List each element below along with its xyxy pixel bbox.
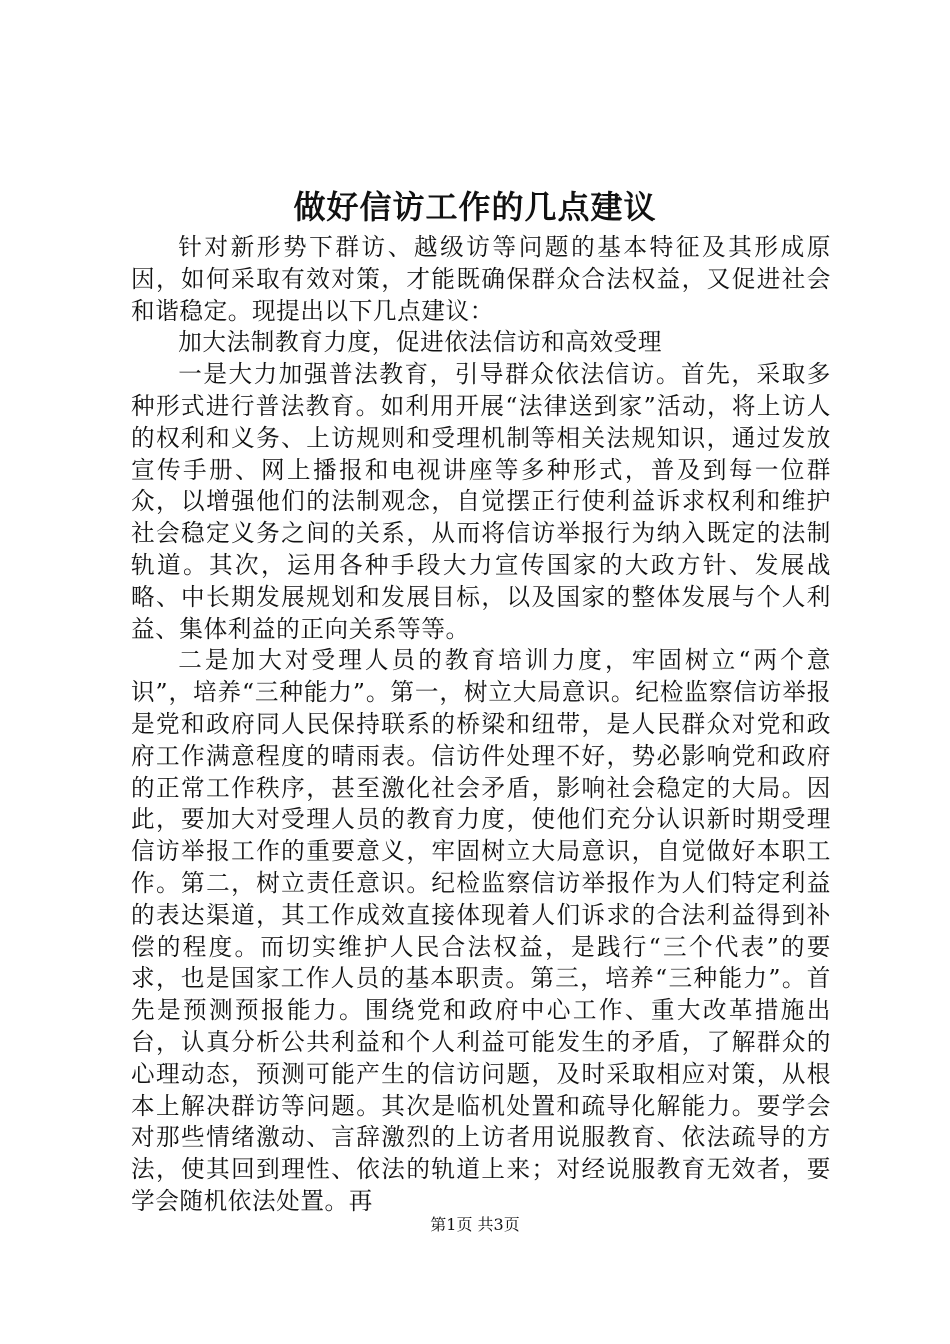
paragraph-second-point: 二是加大对受理人员的教育培训力度，牢固树立“两个意识”，培养“三种能力”。第一，树立大局意识。纪检监察信访举报是党和政府同人民保持联系的桥梁和纽带，是人民群众对党和政府工作满意程度的晴雨表。信访件处理不好，势必影响党和政府的正常工作秩序，甚至激化社会矛盾，影响社会稳定的大局。因此，要加大对受理人员的教育力度，使他们充分认识新时期受理信访举报工作的重要意义，牢固树立大局意识，自觉做好本职工作。第二，树立责任意识。纪检监察信访举报作为人们特定利益的表达渠道，其工作成效直接体现着人们诉求的合法利益得到补偿的程度。而切实维护人民合法权益，是践行“三个代表”的要求，也是国家工作人员的基本职责。第三，培养“三种能力”。首先是预测预报能力。围绕党和政府中心工作、重大改革措施出台，认真分析公共利益和个人利益可能发生的矛盾，了解群众的心理动态，预测可能产生的信访问题，及时采取相应对策，从根本上解决群访等问题。其次是临机处置和疏导化解能力。要学会对那些情绪激动、言辞激烈的上访者用说服教育、依法疏导的方法，使其回到理性、依法的轨道上来；对经说服教育无效者，要学会随机依法处置。再 — [131, 646, 831, 1215]
document-title: 做好信访工作的几点建议 — [293, 188, 657, 226]
document-body — [131, 232, 831, 1218]
paragraph-intro: 针对新形势下群访、越级访等问题的基本特征及其形成原因，如何采取有效对策，才能既确保群众合法权益，又促进社会和谐稳定。现提出以下几点建议： — [131, 233, 831, 325]
paragraph-first-point: 一是大力加强普法教育，引导群众依法信访。首先，采取多种形式进行普法教育。如利用开展“法律送到家”活动，将上访人的权利和义务、上访规则和受理机制等相关法规知识，通过发放宣传手册、网上播报和电视讲座等多种形式，普及到每一位群众，以增强他们的法制观念，自觉摆正行使利益诉求权利和维护社会稳定义务之间的关系，从而将信访举报行为纳入既定的法制轨道。其次，运用各种手段大力宣传国家的大政方针、发展战略、中长期发展规划和发展目标，以及国家的整体发展与个人利益、集体利益的正向关系等等。 — [131, 360, 831, 643]
page-number: 第1页 共3页 — [430, 1215, 520, 1234]
section-heading: 加大法制教育力度，促进依法信访和高效受理 — [178, 328, 663, 357]
